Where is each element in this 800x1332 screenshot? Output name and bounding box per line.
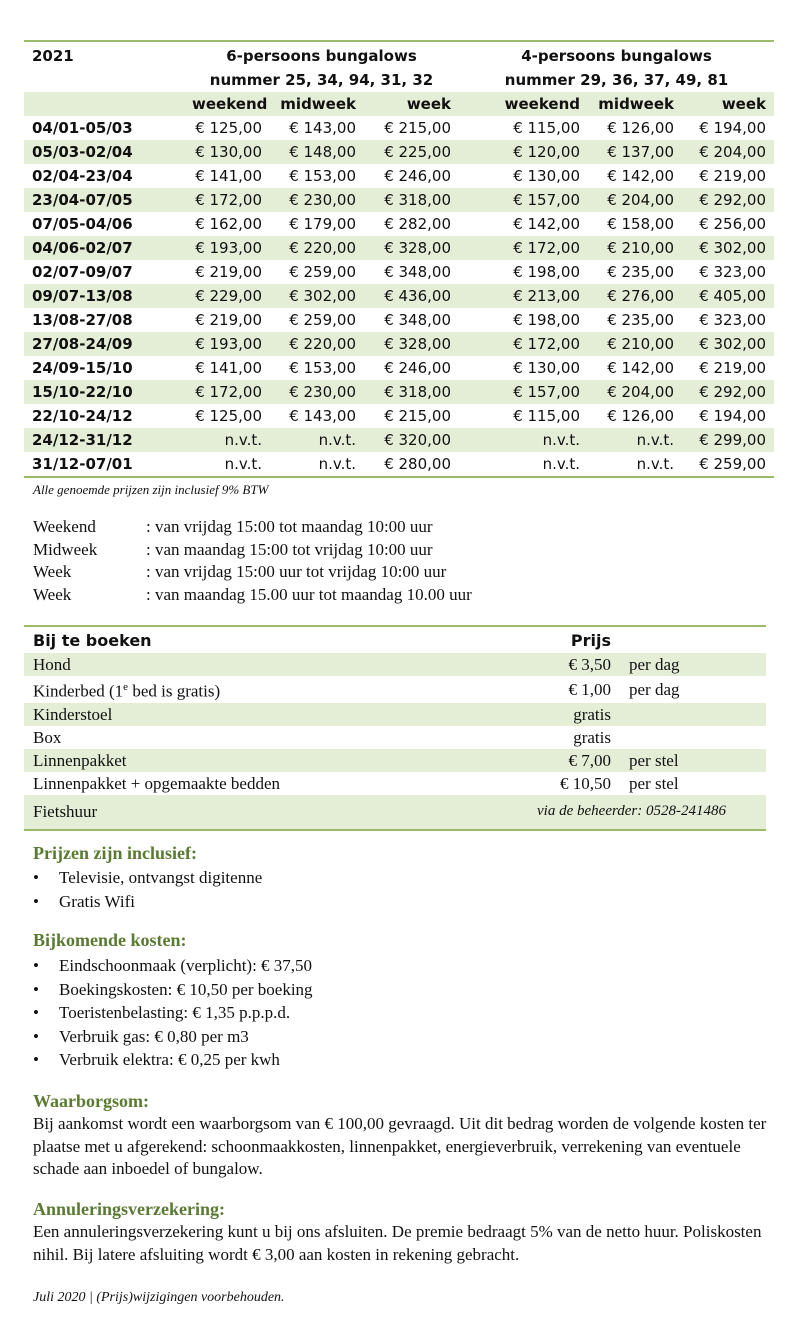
price-cell: € 219,00 [699, 167, 766, 185]
price-cell: n.v.t. [588, 428, 682, 452]
period-cell: 04/01-05/03 [32, 119, 133, 137]
table-row [24, 140, 774, 164]
table-row [24, 164, 774, 188]
extras-row [24, 749, 766, 772]
period-cell: 23/04-07/05 [24, 188, 184, 212]
price-cell: € 348,00 [384, 263, 451, 281]
price-cell: € 137,00 [588, 140, 682, 164]
price-cell: € 246,00 [384, 359, 451, 377]
price-cell: € 143,00 [289, 119, 356, 137]
group-4-title: 4-persoons bungalows [459, 41, 774, 68]
price-cell: € 348,00 [384, 311, 451, 329]
extras-item: Linnenpakket [24, 749, 444, 772]
extras-item: Box [33, 727, 62, 747]
extras-unit: per stel [629, 773, 679, 793]
price-cell: € 323,00 [699, 263, 766, 281]
group-4-numbers: nummer 29, 36, 37, 49, 81 [504, 71, 729, 89]
price-cell: € 148,00 [270, 140, 364, 164]
table-row [24, 236, 774, 260]
price-cell: € 126,00 [607, 119, 674, 137]
list-item: • Eindschoonmaak (verplicht): € 37,50 [33, 954, 313, 978]
price-cell: € 225,00 [364, 140, 459, 164]
stay-schedule [33, 516, 472, 606]
column-header: weekend [184, 92, 270, 116]
period-cell: 24/09-15/10 [32, 359, 133, 377]
price-cell: € 215,00 [384, 407, 451, 425]
schedule-label: Week [33, 584, 72, 604]
price-cell: n.v.t. [459, 452, 588, 477]
bike-rental-contact: via de beheerder: 0528-241486 [444, 795, 766, 830]
period-cell: 22/10-24/12 [32, 407, 133, 425]
price-cell: n.v.t. [588, 452, 682, 477]
table-row [24, 212, 774, 236]
extras-table [24, 625, 766, 831]
extras-row [24, 653, 766, 676]
period-cell: 05/03-02/04 [24, 140, 184, 164]
price-cell: € 194,00 [699, 119, 766, 137]
price-cell: € 323,00 [699, 311, 766, 329]
price-cell: € 141,00 [195, 167, 262, 185]
period-cell: 31/12-07/01 [24, 452, 184, 477]
price-cell: € 213,00 [459, 284, 588, 308]
price-table [24, 40, 774, 478]
extras-unit [620, 726, 766, 749]
price-cell: € 276,00 [588, 284, 682, 308]
price-cell: € 210,00 [588, 236, 682, 260]
included-list [33, 866, 262, 913]
insurance-title: Annuleringsverzekering: [33, 1199, 225, 1219]
period-cell: 02/04-23/04 [32, 167, 133, 185]
list-item: • Televisie, ontvangst digitenne [33, 866, 262, 890]
column-header: week [364, 92, 459, 116]
price-cell: € 193,00 [184, 332, 270, 356]
included-title: Prijzen zijn inclusief: [33, 843, 197, 863]
deposit-title: Waarborgsom: [33, 1091, 149, 1111]
extras-header-price: Prijs [444, 626, 620, 653]
price-cell: € 318,00 [364, 188, 459, 212]
price-cell: € 153,00 [289, 167, 356, 185]
price-cell: € 220,00 [270, 236, 364, 260]
price-cell: € 172,00 [184, 380, 270, 404]
list-item: • Toeristenbelasting: € 1,35 p.p.p.d. [33, 1001, 313, 1025]
price-cell: € 328,00 [364, 236, 459, 260]
period-cell: 13/08-27/08 [32, 311, 133, 329]
list-item: • Gratis Wifi [33, 890, 262, 914]
price-cell: € 302,00 [682, 236, 774, 260]
table-row [24, 308, 774, 332]
price-cell: € 328,00 [364, 332, 459, 356]
column-header: midweek [588, 92, 682, 116]
extras-unit [620, 703, 766, 726]
table-row [24, 356, 774, 380]
table-row [24, 428, 774, 452]
price-cell: € 120,00 [459, 140, 588, 164]
extras-header-item: Bij te boeken [24, 626, 444, 653]
price-cell: € 172,00 [459, 332, 588, 356]
price-cell: € 143,00 [289, 407, 356, 425]
column-header: midweek [270, 92, 364, 116]
schedule-label: Weekend [33, 517, 96, 536]
period-cell: 09/07-13/08 [24, 284, 184, 308]
schedule-label: Week [33, 562, 72, 581]
extras-unit: per stel [620, 749, 766, 772]
price-cell: n.v.t. [270, 452, 364, 477]
price-cell: € 157,00 [459, 380, 588, 404]
extras-price: gratis [573, 727, 611, 747]
bike-rental-item: Fietshuur [24, 795, 444, 830]
price-cell: € 299,00 [682, 428, 774, 452]
price-cell: € 320,00 [364, 428, 459, 452]
price-cell: € 172,00 [459, 236, 588, 260]
extras-item: Linnenpakket + opgemaakte bedden [33, 773, 281, 793]
price-cell: € 259,00 [289, 311, 356, 329]
extras-unit: per dag [620, 653, 766, 676]
price-cell: € 235,00 [607, 263, 674, 281]
extras-price: € 7,00 [444, 749, 620, 772]
price-cell: € 210,00 [588, 332, 682, 356]
price-cell: € 204,00 [588, 380, 682, 404]
group-6-title: 6-persoons bungalows [184, 41, 459, 68]
footer-note: Juli 2020 | (Prijs)wijzigingen voorbehouden. [33, 1290, 285, 1305]
price-cell: € 215,00 [384, 119, 451, 137]
list-item: • Verbruik gas: € 0,80 per m3 [33, 1025, 313, 1049]
price-cell: € 141,00 [195, 359, 262, 377]
table-header-row [24, 41, 774, 68]
price-cell: n.v.t. [184, 428, 270, 452]
deposit-text: Bij aankomst wordt een waarborgsom van € 100,00 gevraagd. Uit dit bedrag worden de volgende kosten ter plaatse met u afgerekend: schoonmaakkosten, linnenpakket, energieverbruik, verrekening van eventuele schade aan inboedel of bungalow. [33, 1114, 767, 1178]
extras-row [24, 772, 766, 795]
price-cell: € 204,00 [682, 140, 774, 164]
price-cell: € 198,00 [513, 311, 580, 329]
price-cell: € 220,00 [270, 332, 364, 356]
extras-header-row [24, 626, 766, 653]
price-cell: € 302,00 [270, 284, 364, 308]
extras-price: € 10,50 [560, 773, 611, 793]
price-cell: € 126,00 [607, 407, 674, 425]
column-header-row [24, 92, 774, 116]
table-row [24, 260, 774, 284]
price-cell: € 436,00 [364, 284, 459, 308]
price-cell: € 125,00 [195, 119, 262, 137]
schedule-text: : van vrijdag 15:00 uur tot vrijdag 10:00 uur [146, 562, 447, 581]
price-cell: € 130,00 [184, 140, 270, 164]
table-row [24, 284, 774, 308]
price-cell: € 405,00 [682, 284, 774, 308]
price-cell: € 158,00 [607, 215, 674, 233]
schedule-row [33, 561, 472, 584]
price-cell: € 115,00 [513, 407, 580, 425]
price-cell: € 157,00 [459, 188, 588, 212]
period-cell: 04/06-02/07 [24, 236, 184, 260]
price-cell: € 230,00 [270, 380, 364, 404]
price-cell: € 193,00 [184, 236, 270, 260]
price-cell: € 230,00 [270, 188, 364, 212]
table-row [24, 380, 774, 404]
price-cell: n.v.t. [270, 428, 364, 452]
costs-list [33, 954, 313, 1072]
price-cell: € 204,00 [588, 188, 682, 212]
table-header-row [24, 68, 774, 92]
period-cell: 02/07-09/07 [32, 263, 133, 281]
price-cell: € 194,00 [699, 407, 766, 425]
price-cell: € 229,00 [184, 284, 270, 308]
price-cell: € 246,00 [384, 167, 451, 185]
price-cell: n.v.t. [184, 452, 270, 477]
price-cell: € 172,00 [184, 188, 270, 212]
price-cell: € 318,00 [364, 380, 459, 404]
schedule-row [33, 539, 472, 562]
price-cell: € 130,00 [513, 359, 580, 377]
period-cell: 07/05-04/06 [32, 215, 133, 233]
table-row [24, 404, 774, 428]
price-cell: € 235,00 [607, 311, 674, 329]
schedule-row [33, 516, 472, 539]
price-cell: € 179,00 [289, 215, 356, 233]
price-cell: € 219,00 [195, 263, 262, 281]
schedule-text: : van maandag 15.00 uur tot maandag 10.00 uur [146, 584, 472, 604]
price-cell: € 198,00 [513, 263, 580, 281]
schedule-row [33, 584, 472, 607]
list-item: • Verbruik elektra: € 0,25 per kwh [33, 1048, 313, 1072]
vat-note: Alle genoemde prijzen zijn inclusief 9% BTW [33, 482, 269, 497]
price-cell: € 142,00 [607, 359, 674, 377]
extras-price: € 3,50 [444, 653, 620, 676]
schedule-label: Midweek [33, 539, 98, 559]
schedule-text: : van vrijdag 15:00 tot maandag 10:00 uur [146, 517, 433, 536]
price-cell: n.v.t. [459, 428, 588, 452]
column-header: week [682, 92, 774, 116]
costs-title: Bijkomende kosten: [33, 930, 187, 950]
extras-row [24, 703, 766, 726]
extras-price: gratis [444, 703, 620, 726]
extras-row [24, 726, 766, 749]
price-cell: € 142,00 [607, 167, 674, 185]
price-cell: € 125,00 [195, 407, 262, 425]
price-cell: € 219,00 [195, 311, 262, 329]
list-item: • Boekingskosten: € 10,50 per boeking [33, 978, 313, 1002]
table-row [24, 332, 774, 356]
price-cell: € 302,00 [682, 332, 774, 356]
extras-unit: per dag [629, 679, 680, 699]
price-cell: € 130,00 [513, 167, 580, 185]
price-cell: € 259,00 [682, 452, 774, 477]
period-cell: 27/08-24/09 [24, 332, 184, 356]
price-cell: € 219,00 [699, 359, 766, 377]
price-cell: € 292,00 [682, 380, 774, 404]
price-cell: € 162,00 [195, 215, 262, 233]
period-cell: 15/10-22/10 [24, 380, 184, 404]
extras-price: € 1,00 [568, 679, 611, 699]
period-cell: 24/12-31/12 [24, 428, 184, 452]
price-cell: € 292,00 [682, 188, 774, 212]
price-cell: € 280,00 [364, 452, 459, 477]
insurance-text: Een annuleringsverzekering kunt u bij ons afsluiten. De premie bedraagt 5% van de netto huur. Poliskosten nihil. Bij latere afsluiting wordt € 3,00 aan kosten in rekening gebracht. [33, 1222, 762, 1264]
extras-row [24, 676, 766, 703]
price-cell: € 282,00 [384, 215, 451, 233]
bike-rental-row [24, 795, 766, 830]
table-row [24, 188, 774, 212]
extras-item: Kinderbed (1e bed is gratis) [33, 681, 221, 701]
schedule-text: : van maandag 15:00 tot vrijdag 10:00 uur [146, 539, 433, 559]
extras-item: Hond [24, 653, 444, 676]
price-cell: € 259,00 [289, 263, 356, 281]
column-header: weekend [459, 92, 588, 116]
group-6-numbers: nummer 25, 34, 94, 31, 32 [209, 71, 434, 89]
price-cell: € 256,00 [699, 215, 766, 233]
extras-item: Kinderstoel [24, 703, 444, 726]
table-row [24, 452, 774, 477]
price-rows [24, 116, 774, 477]
price-cell: € 142,00 [513, 215, 580, 233]
table-row [24, 116, 774, 140]
year-label: 2021 [24, 41, 184, 68]
price-cell: € 115,00 [513, 119, 580, 137]
price-cell: € 153,00 [289, 359, 356, 377]
